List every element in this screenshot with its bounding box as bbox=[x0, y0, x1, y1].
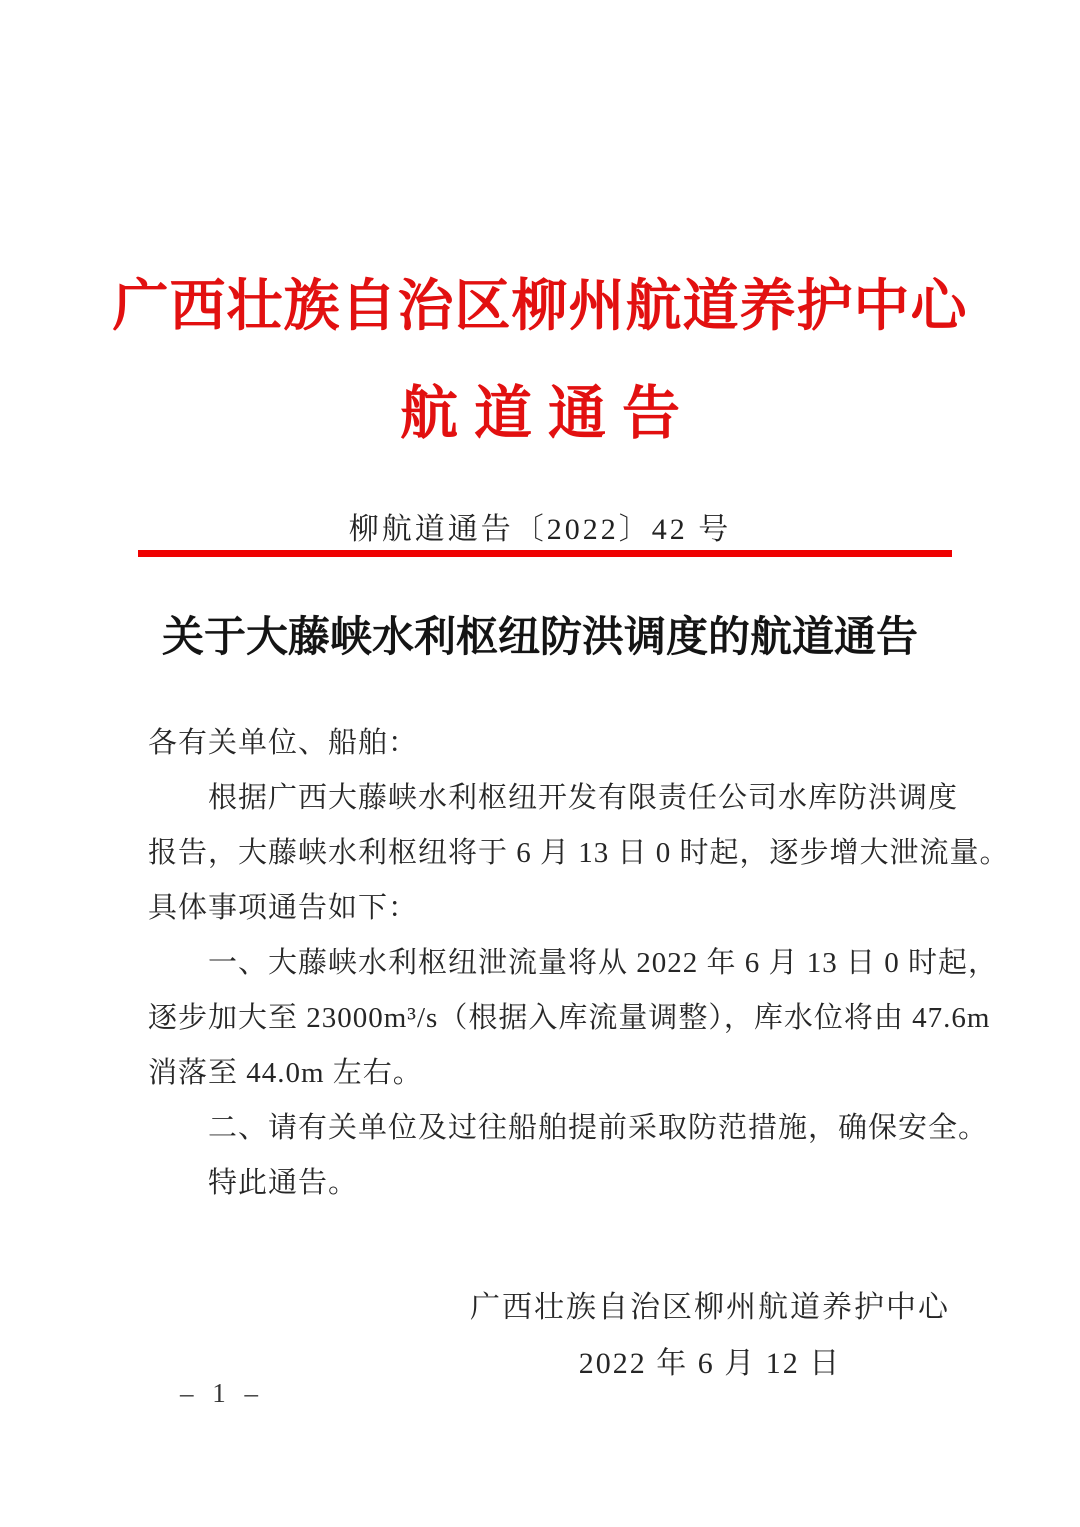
body-line-item-2: 二、请有关单位及过往船舶提前采取防范措施，确保安全。 bbox=[208, 1112, 989, 1144]
notice-title: 关于大藤峡水利枢纽防洪调度的航道通告 bbox=[161, 615, 918, 661]
body-line: 逐步加大至 23000m³/s（根据入库流量调整），库水位将由 47.6m bbox=[148, 1002, 991, 1034]
signature-org: 广西壮族自治区柳州航道养护中心 bbox=[470, 1291, 950, 1324]
document-number: 柳航道通告〔2022〕42 号 bbox=[348, 513, 732, 546]
org-title-line1: 广西壮族自治区柳州航道养护中心 bbox=[112, 276, 968, 338]
signature-date: 2022 年 6 月 12 日 bbox=[578, 1347, 842, 1380]
body-line-item-1: 一、大藤峡水利枢纽泄流量将从 2022 年 6 月 13 日 0 时起， bbox=[208, 947, 999, 979]
red-divider-rule bbox=[138, 550, 952, 557]
body-line: 消落至 44.0m 左右。 bbox=[148, 1057, 423, 1089]
closing-line: 特此通告。 bbox=[208, 1167, 359, 1199]
org-title-line2: 航道通告 bbox=[399, 381, 696, 446]
body-line: 具体事项通告如下： bbox=[148, 892, 419, 924]
body-line: 根据广西大藤峡水利枢纽开发有限责任公司水库防洪调度 bbox=[208, 782, 959, 814]
notice-body bbox=[148, 716, 1010, 1211]
salutation-line: 各有关单位、船舶： bbox=[148, 727, 419, 759]
signature-block bbox=[470, 1280, 950, 1392]
page-number: – 1 – bbox=[180, 1378, 264, 1408]
body-line: 报告，大藤峡水利枢纽将于 6 月 13 日 0 时起，逐步增大泄流量。 bbox=[148, 837, 1010, 869]
